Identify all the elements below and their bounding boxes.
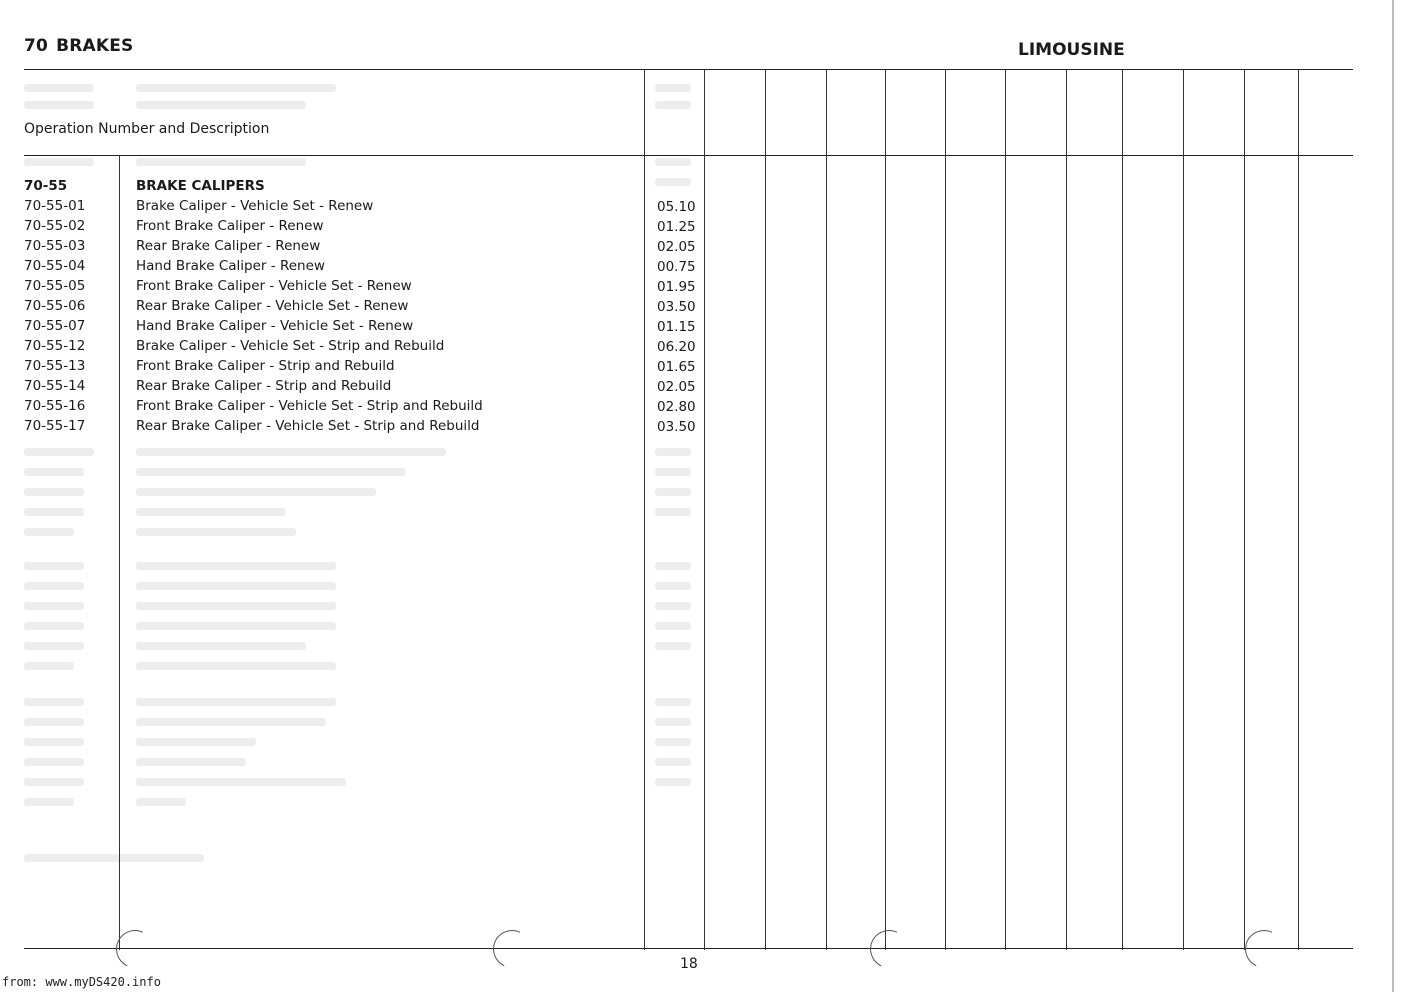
punch-hole — [865, 925, 914, 974]
blank-column-divider — [765, 69, 766, 950]
punch-hole — [1240, 925, 1289, 974]
header-top-rule — [24, 69, 1353, 70]
operation-code: 70-55-14 — [24, 378, 86, 394]
operation-time: 01.15 — [657, 319, 696, 335]
operation-description: Rear Brake Caliper - Vehicle Set - Renew — [136, 298, 409, 314]
time-column-left — [644, 69, 645, 950]
operation-code: 70-55-13 — [24, 358, 86, 374]
blank-column-divider — [1244, 69, 1245, 950]
blank-column-divider — [1298, 69, 1299, 950]
operation-description: Rear Brake Caliper - Vehicle Set - Strip and Rebuild — [136, 418, 480, 434]
operation-code: 70-55-12 — [24, 338, 86, 354]
blank-column-divider — [1183, 69, 1184, 950]
operation-code: 70-55 — [24, 178, 68, 194]
section-number: 70 — [24, 36, 49, 56]
punch-hole — [111, 925, 160, 974]
page-edge — [1392, 0, 1394, 992]
punch-hole — [488, 925, 537, 974]
header-bottom-rule — [24, 155, 1353, 156]
operation-code: 70-55-06 — [24, 298, 86, 314]
operation-time: 02.05 — [657, 239, 696, 255]
operation-time: 01.65 — [657, 359, 696, 375]
operation-time: 03.50 — [657, 299, 696, 315]
operation-description: Brake Caliper - Vehicle Set - Strip and Rebuild — [136, 338, 445, 354]
column-header: Operation Number and Description — [24, 121, 270, 137]
blank-column-divider — [826, 69, 827, 950]
blank-column-divider — [885, 69, 886, 950]
operation-time: 01.95 — [657, 279, 696, 295]
operation-time: 02.05 — [657, 379, 696, 395]
operation-code: 70-55-01 — [24, 198, 86, 214]
operation-time: 00.75 — [657, 259, 696, 275]
operation-time: 02.80 — [657, 399, 696, 415]
operation-time: 06.20 — [657, 339, 696, 355]
operation-description: Rear Brake Caliper - Strip and Rebuild — [136, 378, 392, 394]
operation-description: BRAKE CALIPERS — [136, 178, 265, 194]
operation-time: 05.10 — [657, 199, 696, 215]
operation-description: Front Brake Caliper - Renew — [136, 218, 324, 234]
blank-column-divider — [1005, 69, 1006, 950]
code-column-divider — [119, 155, 120, 950]
operation-description: Rear Brake Caliper - Renew — [136, 238, 321, 254]
operation-description: Front Brake Caliper - Vehicle Set - Renew — [136, 278, 412, 294]
operation-code: 70-55-03 — [24, 238, 86, 254]
operation-time: 01.25 — [657, 219, 696, 235]
section-name: BRAKES — [56, 36, 134, 56]
operation-code: 70-55-07 — [24, 318, 86, 334]
operation-description: Front Brake Caliper - Vehicle Set - Strip and Rebuild — [136, 398, 483, 414]
page-number: 18 — [680, 956, 698, 972]
blank-column-divider — [945, 69, 946, 950]
operation-code: 70-55-05 — [24, 278, 86, 294]
operation-time: 03.50 — [657, 419, 696, 435]
operation-description: Hand Brake Caliper - Renew — [136, 258, 325, 274]
model-title: LIMOUSINE — [1018, 40, 1125, 60]
operation-description: Front Brake Caliper - Strip and Rebuild — [136, 358, 395, 374]
operation-code: 70-55-04 — [24, 258, 86, 274]
footer-rule — [24, 948, 1353, 949]
operation-code: 70-55-16 — [24, 398, 86, 414]
blank-column-divider — [1122, 69, 1123, 950]
operation-description: Hand Brake Caliper - Vehicle Set - Renew — [136, 318, 414, 334]
section-title — [24, 36, 134, 56]
operation-code: 70-55-02 — [24, 218, 86, 234]
time-column-right — [704, 69, 705, 950]
operation-description: Brake Caliper - Vehicle Set - Renew — [136, 198, 374, 214]
operation-code: 70-55-17 — [24, 418, 86, 434]
blank-column-divider — [1066, 69, 1067, 950]
source-watermark: from: www.myDS420.info — [2, 975, 161, 989]
